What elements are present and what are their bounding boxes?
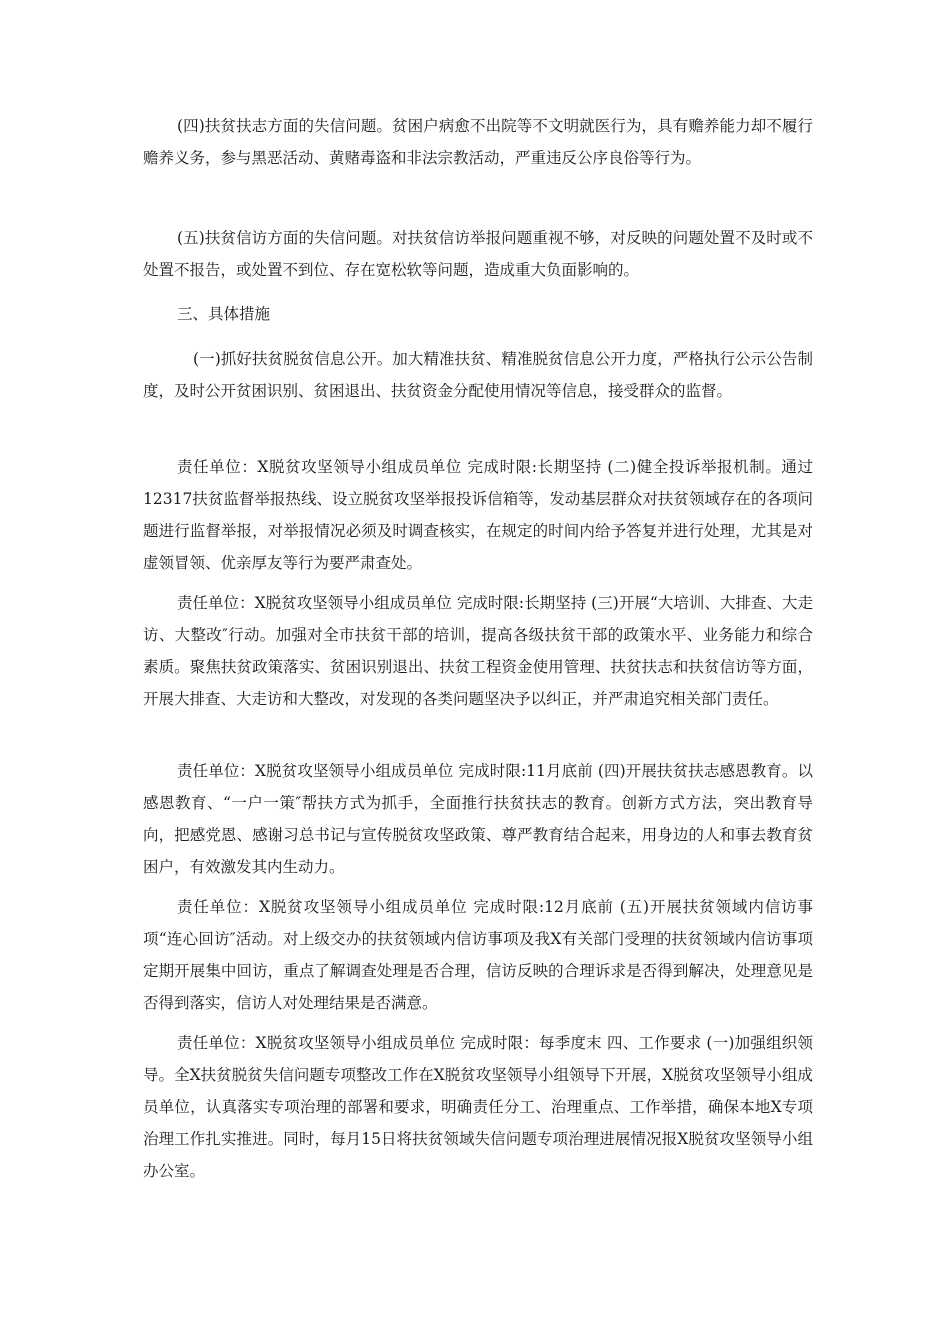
paragraph-measure-complaint-mechanism: 责任单位：X脱贫攻坚领导小组成员单位 完成时限:长期坚持 (二)健全投诉举报机制。通过12317扶贫监督举报热线、设立脱贫攻坚举报投诉信箱等，发动基层群众对扶贫领域存在的各项问题进行监督举报，对举报情况必须及时调查核实，在规定的时间内给予答复并进行处理，尤其是对虚领冒领、优亲厚友等行为要严肃查处。 [143, 458, 813, 572]
paragraph-work-requirements: 责任单位：X脱贫攻坚领导小组成员单位 完成时限：每季度末 四、工作要求 (一)加强组织领导。全X扶贫脱贫失信问题专项整改工作在X脱贫攻坚领导小组领导下开展，X脱贫攻坚领导小组成员单位，认真落实专项治理的部署和要求，明确责任分工、治理重点、工作举措，确保本地X专项治理工作扎实推进。同时，每月15日将扶贫领域失信问题专项治理进展情况报X脱贫攻坚领导小组办公室。 [143, 1034, 813, 1180]
paragraph-measure-four-big-actions: 责任单位：X脱贫攻坚领导小组成员单位 完成时限:长期坚持 (三)开展“大培训、大排查、大走访、大整改″行动。加强对全市扶贫干部的培训，提高各级扶贫干部的政策水平、业务能力和综合素质。聚焦扶贫政策落实、贫困识别退出、扶贫工程资金使用管理、扶贫扶志和扶贫信访等方面，开展大排查、大走访和大整改，对发现的各类问题坚决予以纠正，并严肃追究相关部门责任。 [143, 594, 813, 708]
paragraph-measure-info-disclosure: (一)抓好扶贫脱贫信息公开。加大精准扶贫、精准脱贫信息公开力度，严格执行公示公告制度，及时公开贫困识别、贫困退出、扶贫资金分配使用情况等信息，接受群众的监督。 [143, 350, 813, 400]
paragraph-measure-return-visits: 责任单位：X脱贫攻坚领导小组成员单位 完成时限:12月底前 (五)开展扶贫领域内信访事项“连心回访″活动。对上级交办的扶贫领域内信访事项及我X有关部门受理的扶贫领域内信访事项定期开展集中回访，重点了解调查处理是否合理，信访反映的合理诉求是否得到解决，处理意见是否得到落实，信访人对处理结果是否满意。 [143, 898, 813, 1012]
paragraph-measure-gratitude-education: 责任单位：X脱贫攻坚领导小组成员单位 完成时限:11月底前 (四)开展扶贫扶志感恩教育。以感恩教育、“一户一策″帮扶方式为抓手，全面推行扶贫扶志的教育。创新方式方法，突出教育导向，把感党恩、感谢习总书记与宣传脱贫攻坚政策、尊严教育结合起来，用身边的人和事去教育贫困户，有效激发其内生动力。 [143, 762, 813, 876]
paragraph-fupin-fuzhi-issues: (四)扶贫扶志方面的失信问题。贫困户病愈不出院等不文明就医行为，具有赡养能力却不履行赡养义务，参与黑恶活动、黄赌毒盗和非法宗教活动，严重违反公序良俗等行为。 [143, 117, 813, 167]
paragraph-fupin-xinfang-issues: (五)扶贫信访方面的失信问题。对扶贫信访举报问题重视不够，对反映的问题处置不及时或不处置不报告，或处置不到位、存在宽松软等问题，造成重大负面影响的。 [143, 229, 813, 279]
section-heading-measures: 三、具体措施 [177, 305, 271, 323]
